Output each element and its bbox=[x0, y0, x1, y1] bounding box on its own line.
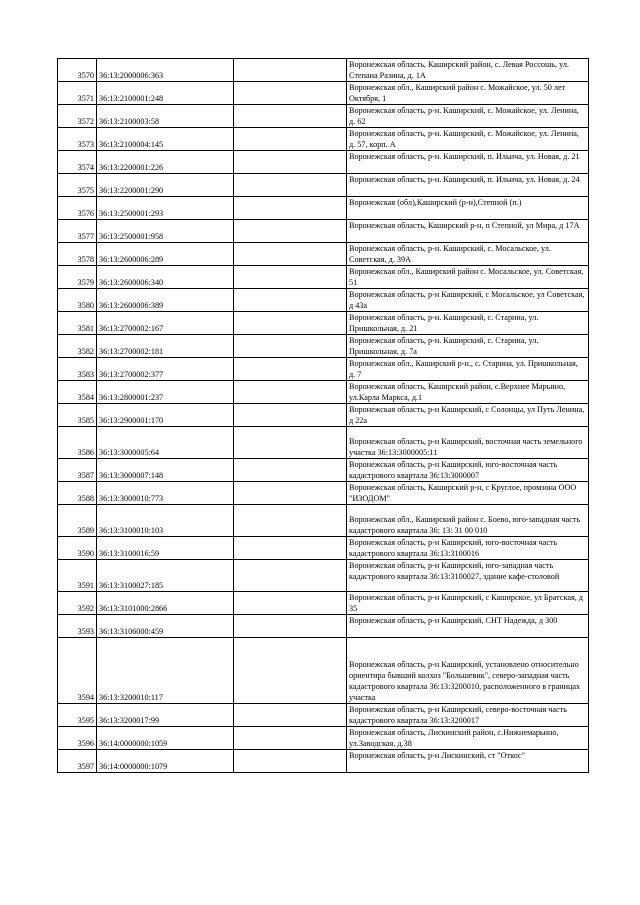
empty-cell bbox=[234, 174, 347, 197]
row-number: 3579 bbox=[58, 266, 97, 289]
row-number: 3574 bbox=[58, 151, 97, 174]
address: Воронежская область, р-н Каширский, с Солонцы, ул Путь Ленина, д 22а bbox=[347, 404, 589, 427]
cadastral-number: 36:13:3100010:103 bbox=[97, 505, 234, 537]
row-number: 3572 bbox=[58, 105, 97, 128]
row-number: 3582 bbox=[58, 335, 97, 358]
row-number: 3577 bbox=[58, 220, 97, 243]
address: Воронежская область, р-н. Каширский, с. Можайское, ул. Ленина, д. 62 bbox=[347, 105, 589, 128]
empty-cell bbox=[234, 243, 347, 266]
row-number: 3595 bbox=[58, 704, 97, 727]
cadastral-number: 36:13:2500001:293 bbox=[97, 197, 234, 220]
cadastral-number: 36:13:3101000:2866 bbox=[97, 592, 234, 615]
table-row bbox=[58, 404, 589, 427]
cadastral-number: 36:13:2000006:363 bbox=[97, 59, 234, 82]
table-row bbox=[58, 537, 589, 560]
empty-cell bbox=[234, 537, 347, 560]
empty-cell bbox=[234, 220, 347, 243]
table-row bbox=[58, 638, 589, 704]
cadastral-number: 36:13:2500001:958 bbox=[97, 220, 234, 243]
cadastral-number: 36:13:3100027:185 bbox=[97, 560, 234, 592]
address: Воронежская область, р-н Каширский, юго-восточная часть кадастрового квартала 36:13:3000007 bbox=[347, 459, 589, 482]
empty-cell bbox=[234, 482, 347, 505]
property-table bbox=[57, 58, 589, 773]
address: Воронежская область, р-н. Каширский, п. Ильича, ул. Новая, д. 24 bbox=[347, 174, 589, 197]
empty-cell bbox=[234, 704, 347, 727]
address: Воронежская область, р-н Каширский, установлено относительно ориентира бывший колхоз "Большевик", северо-западная часть кадастрового квартала 36:13:3200010, расположенного в границах участка bbox=[347, 638, 589, 704]
table-row bbox=[58, 266, 589, 289]
cadastral-number: 36:13:2200001:290 bbox=[97, 174, 234, 197]
table-body bbox=[58, 59, 589, 773]
empty-cell bbox=[234, 750, 347, 773]
row-number: 3589 bbox=[58, 505, 97, 537]
table-row bbox=[58, 482, 589, 505]
table-row bbox=[58, 289, 589, 312]
cadastral-number: 36:13:2700002:181 bbox=[97, 335, 234, 358]
row-number: 3578 bbox=[58, 243, 97, 266]
table-row bbox=[58, 220, 589, 243]
row-number: 3581 bbox=[58, 312, 97, 335]
table-row bbox=[58, 82, 589, 105]
row-number: 3576 bbox=[58, 197, 97, 220]
cadastral-number: 36:13:2700002:167 bbox=[97, 312, 234, 335]
cadastral-number: 36:13:3000010:773 bbox=[97, 482, 234, 505]
table-row bbox=[58, 243, 589, 266]
table-row bbox=[58, 197, 589, 220]
table-row bbox=[58, 750, 589, 773]
cadastral-number: 36:13:2600006:389 bbox=[97, 289, 234, 312]
address: Воронежская область, Каширский р-н, п Степной, ул Мира, д 17А bbox=[347, 220, 589, 243]
empty-cell bbox=[234, 128, 347, 151]
row-number: 3571 bbox=[58, 82, 97, 105]
table-row bbox=[58, 615, 589, 638]
address: Воронежская (обл),Каширский (р-н),Степной (п.) bbox=[347, 197, 589, 220]
row-number: 3593 bbox=[58, 615, 97, 638]
empty-cell bbox=[234, 592, 347, 615]
table-row bbox=[58, 560, 589, 592]
table-row bbox=[58, 174, 589, 197]
cadastral-number: 36:13:2100004:145 bbox=[97, 128, 234, 151]
address: Воронежская область, Каширский район, с. Левая Россошь, ул. Степана Разина, д. 1А bbox=[347, 59, 589, 82]
table-row bbox=[58, 128, 589, 151]
cadastral-number: 36:13:2700002:377 bbox=[97, 358, 234, 381]
table-row bbox=[58, 312, 589, 335]
address: Воронежская область, р-н. Каширский, с. Старина, ул. Пришкольная, д. 7а bbox=[347, 335, 589, 358]
cadastral-number: 36:13:3200010:117 bbox=[97, 638, 234, 704]
cadastral-number: 36:13:3000005:64 bbox=[97, 427, 234, 459]
table-row bbox=[58, 459, 589, 482]
row-number: 3590 bbox=[58, 537, 97, 560]
address: Воронежская обл., Каширский район с. Можайское, ул. 50 лет Октября, 1 bbox=[347, 82, 589, 105]
row-number: 3585 bbox=[58, 404, 97, 427]
table-row bbox=[58, 358, 589, 381]
table-row bbox=[58, 59, 589, 82]
row-number: 3580 bbox=[58, 289, 97, 312]
row-number: 3594 bbox=[58, 638, 97, 704]
address: Воронежская область, р-н. Каширский, с. Старина, ул. Пришкольная, д. 21 bbox=[347, 312, 589, 335]
address: Воронежская область, р-н. Каширский, с. Можайское, ул. Ленина, д. 57, корп. А bbox=[347, 128, 589, 151]
cadastral-number: 36:13:3000007:148 bbox=[97, 459, 234, 482]
row-number: 3586 bbox=[58, 427, 97, 459]
table-row bbox=[58, 727, 589, 750]
address: Воронежская область, р-н. Каширский, п. Ильича, ул. Новая, д. 21 bbox=[347, 151, 589, 174]
empty-cell bbox=[234, 197, 347, 220]
address: Воронежская обл., Каширский район с. Боево, юго-западная часть кадастрового квартала 36: 13: 31 00 010 bbox=[347, 505, 589, 537]
cadastral-number: 36:13:2900001:170 bbox=[97, 404, 234, 427]
empty-cell bbox=[234, 638, 347, 704]
cadastral-number: 36:13:2600006:340 bbox=[97, 266, 234, 289]
empty-cell bbox=[234, 59, 347, 82]
table-row bbox=[58, 381, 589, 404]
row-number: 3592 bbox=[58, 592, 97, 615]
address: Воронежская обл., Каширский р-н., с. Старина, ул. Пришкольная, д. 7 bbox=[347, 358, 589, 381]
empty-cell bbox=[234, 427, 347, 459]
table-row bbox=[58, 592, 589, 615]
empty-cell bbox=[234, 459, 347, 482]
address: Воронежская область, р-н Каширский, с Мосальское, ул Советская, д 43а bbox=[347, 289, 589, 312]
empty-cell bbox=[234, 266, 347, 289]
empty-cell bbox=[234, 505, 347, 537]
cadastral-number: 36:13:2200001:226 bbox=[97, 151, 234, 174]
row-number: 3584 bbox=[58, 381, 97, 404]
address: Воронежская область, Каширский район, с.Верхнее Марьино, ул.Карла Маркса, д.1 bbox=[347, 381, 589, 404]
cadastral-number: 36:13:2800001:237 bbox=[97, 381, 234, 404]
empty-cell bbox=[234, 404, 347, 427]
row-number: 3583 bbox=[58, 358, 97, 381]
cadastral-number: 36:13:3200017:99 bbox=[97, 704, 234, 727]
cadastral-number: 36:13:2100003:58 bbox=[97, 105, 234, 128]
table-row bbox=[58, 335, 589, 358]
address: Воронежская обл., Каширский район с. Мосальское, ул. Советская, 51 bbox=[347, 266, 589, 289]
address: Воронежская область, р-н Каширский, СНТ Надежда, д 300 bbox=[347, 615, 589, 638]
row-number: 3597 bbox=[58, 750, 97, 773]
cadastral-number: 36:13:3100016:59 bbox=[97, 537, 234, 560]
empty-cell bbox=[234, 312, 347, 335]
address: Воронежская область, р-н. Каширский, с. Мосальское, ул. Советская, д. 39А bbox=[347, 243, 589, 266]
empty-cell bbox=[234, 151, 347, 174]
empty-cell bbox=[234, 82, 347, 105]
cadastral-number: 36:13:3106000:459 bbox=[97, 615, 234, 638]
address: Воронежская область, р-н Каширский, с Каширское, ул Братская, д 35 bbox=[347, 592, 589, 615]
address: Воронежская область, р-н Каширский, северо-восточная часть кадастрового квартала 36:13:3200017 bbox=[347, 704, 589, 727]
address: Воронежская область, р-н Каширский, юго-восточная часть кадастрового квартала 36:13:3100016 bbox=[347, 537, 589, 560]
row-number: 3596 bbox=[58, 727, 97, 750]
row-number: 3588 bbox=[58, 482, 97, 505]
empty-cell bbox=[234, 560, 347, 592]
row-number: 3570 bbox=[58, 59, 97, 82]
cadastral-number: 36:13:2100001:248 bbox=[97, 82, 234, 105]
table-row bbox=[58, 427, 589, 459]
registry-sheet bbox=[57, 58, 585, 773]
table-row bbox=[58, 105, 589, 128]
address: Воронежская область, Каширский р-н, с Круглое, промзона ООО "ИЗОДОМ" bbox=[347, 482, 589, 505]
row-number: 3573 bbox=[58, 128, 97, 151]
empty-cell bbox=[234, 105, 347, 128]
empty-cell bbox=[234, 289, 347, 312]
address: Воронежская область, р-н Лискинский, ст "Откос" bbox=[347, 750, 589, 773]
row-number: 3575 bbox=[58, 174, 97, 197]
table-row bbox=[58, 704, 589, 727]
empty-cell bbox=[234, 727, 347, 750]
table-row bbox=[58, 151, 589, 174]
row-number: 3587 bbox=[58, 459, 97, 482]
cadastral-number: 36:14:0000000:1079 bbox=[97, 750, 234, 773]
address: Воронежская область, р-н Каширский, юго-западная часть кадастрового квартала 36:13:3100027, здание кафе-столовой bbox=[347, 560, 589, 592]
table-row bbox=[58, 505, 589, 537]
address: Воронежская область, Лискинский район, с.Нижнемарьино, ул.Заводская, д.38 bbox=[347, 727, 589, 750]
empty-cell bbox=[234, 358, 347, 381]
empty-cell bbox=[234, 615, 347, 638]
cadastral-number: 36:14:0000000:1059 bbox=[97, 727, 234, 750]
address: Воронежская область, р-н Каширский, восточная часть земельного участка 36:13:3000005:11 bbox=[347, 427, 589, 459]
empty-cell bbox=[234, 381, 347, 404]
row-number: 3591 bbox=[58, 560, 97, 592]
empty-cell bbox=[234, 335, 347, 358]
cadastral-number: 36:13:2600006:289 bbox=[97, 243, 234, 266]
